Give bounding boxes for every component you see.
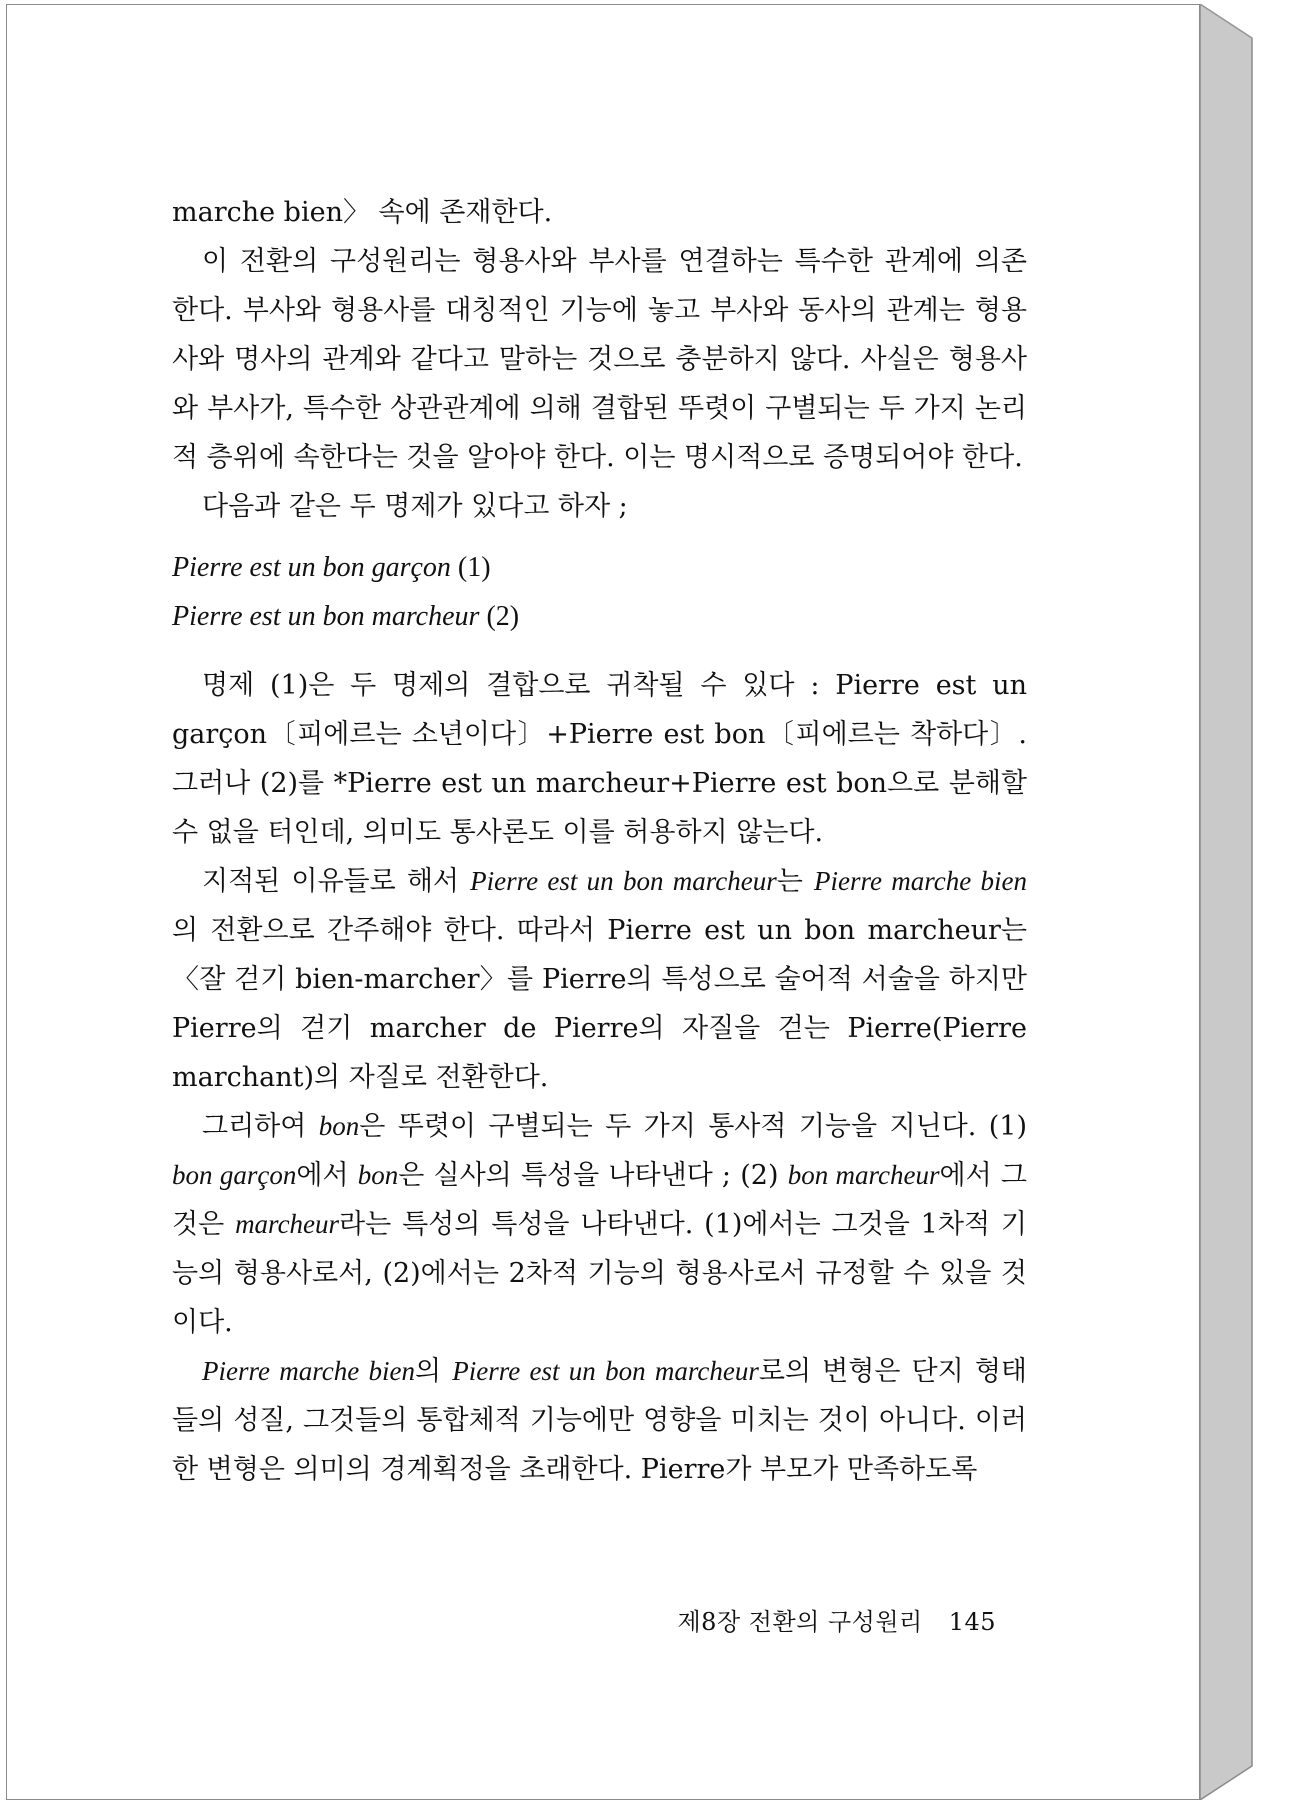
italic-text: Pierre marche bien [202, 1356, 416, 1386]
italic-text: bon [318, 1111, 360, 1141]
paragraph [172, 857, 1027, 1102]
text-run: 라는 특성의 특성을 나타낸다. (1)에서는 그것을 1차적 기능의 형용사로서, (2)에서는 2차적 기능의 형용사로서 규정할 수 있을 것이다. [172, 1209, 1027, 1338]
text-run: 로의 변형은 단지 형태들의 성질, 그것들의 통합체적 기능에만 영향을 미치는 것이 아니다. 이러한 변형은 의미의 경계획정을 초래한다. Pierre가 부모가 만족하도록 [172, 1356, 1027, 1485]
text-run: 지적된 이유들로 해서 [202, 866, 471, 897]
italic-text: Pierre est un bon marcheur [470, 866, 777, 896]
example-text: Pierre est un bon marcheur [172, 601, 480, 632]
text-run: 그리하여 [202, 1111, 319, 1142]
italic-text: bon [357, 1160, 399, 1190]
italic-text: bon garçon [172, 1160, 297, 1190]
example-number: (2) [486, 601, 520, 632]
paragraph: 이 전환의 구성원리는 형용사와 부사를 연결하는 특수한 관계에 의존한다. 부사와 형용사를 대칭적인 기능에 놓고 부사와 동사의 관계는 형용사와 명사의 관계와 같다고 말하는 것으로 충분하지 않다. 사실은 형용사와 부사가, 특수한 상관관계에 의해 결합된 뚜렷이 구별되는 두 가지 논리적 층위에 속한다는 것을 알아야 한다. 이는 명시적으로 증명되어야 한다. [172, 246, 1027, 473]
text-run: 은 실사의 특성을 나타낸다 ; (2) [398, 1160, 788, 1191]
text-run: 에서 [296, 1160, 358, 1191]
example-number: (1) [457, 552, 491, 583]
example-sentence-1 [172, 543, 1027, 592]
text-run: 의 [415, 1356, 453, 1387]
book-spine-graphic [1200, 4, 1260, 1800]
paragraph [172, 1102, 1027, 1347]
example-text: Pierre est un bon garçon [172, 552, 451, 583]
page-number: 145 [948, 1608, 996, 1636]
continuation-paragraph: marche bien〉 속에 존재한다. [172, 197, 553, 228]
paragraph: 명제 (1)은 두 명제의 결합으로 귀착될 수 있다 : Pierre est un garçon〔피에르는 소년이다〕+Pierre est bon〔피에르는 착하다〕. 그러나 (2)를 *Pierre est un marcheur+Pierre est bon으로 분해할 수 없을 터인데, 의미도 통사론도 이를 허용하지 않는다. [172, 670, 1027, 848]
running-footer [172, 1602, 996, 1637]
text-run: 에서 그것은 [172, 1160, 1027, 1240]
paragraph: 다음과 같은 두 명제가 있다고 하자 ; [202, 491, 628, 522]
example-sentence-2 [172, 592, 1027, 641]
italic-text: marcheur [235, 1209, 340, 1239]
chapter-title: 제8장 전환의 구성원리 [677, 1608, 923, 1636]
italic-text: Pierre est un bon marcheur [452, 1356, 759, 1386]
text-run: 의 전환으로 간주해야 한다. 따라서 Pierre est un bon marcheur는 〈잘 걷기 bien-marcher〉를 Pierre의 특성으로 술어적 서술을 하지만 Pierre의 걷기 marcher de Pierre의 자질을 걷는 Pierre(Pierre marchant)의 자질로 전환한다. [172, 915, 1027, 1093]
italic-text: bon marcheur [787, 1160, 940, 1190]
text-run: 은 뚜렷이 구별되는 두 가지 통사적 기능을 지닌다. (1) [359, 1111, 1027, 1142]
page-body-text [172, 188, 1027, 1494]
italic-text: Pierre marche bien [813, 866, 1027, 896]
text-run: 는 [776, 866, 814, 897]
book-spine [1200, 4, 1260, 1800]
paragraph [172, 1347, 1027, 1494]
